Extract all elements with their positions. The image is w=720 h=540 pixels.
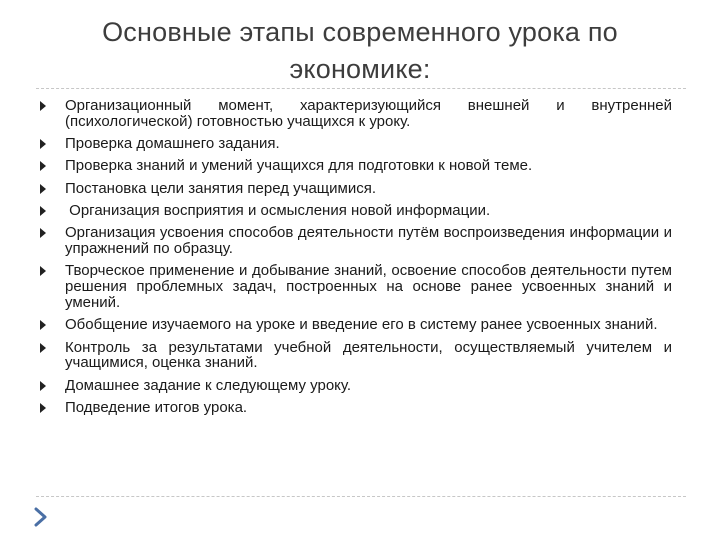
top-divider (36, 88, 686, 89)
list-item (36, 340, 672, 372)
list-item-text: Домашнее задание к следующему уроку. (65, 376, 352, 394)
triangle-bullet-icon (40, 206, 46, 216)
list-item (36, 136, 672, 152)
list-item-text: Организация восприятия и осмысления новой информации. (65, 201, 491, 219)
triangle-bullet-icon (40, 139, 46, 149)
bottom-divider (36, 496, 686, 497)
list-item (36, 378, 672, 394)
list-item-text: Постановка цели занятия перед учащимися. (65, 179, 376, 197)
list-item (36, 158, 672, 174)
list-item (36, 181, 672, 197)
slide-title-line-1: Основные этапы современного урока по (102, 17, 618, 47)
triangle-bullet-icon (40, 161, 46, 171)
list-item (36, 317, 672, 333)
triangle-bullet-icon (40, 320, 46, 330)
slide-title-line-2: экономике: (289, 54, 431, 84)
triangle-bullet-icon (40, 184, 46, 194)
list-item (36, 203, 672, 219)
list-item-text: Организационный момент, характеризующийся внешней и внутренней (психологической) готовностью учащихся к уроку. (65, 97, 672, 130)
slide-title (40, 14, 680, 88)
list-item-text: Проверка знаний и умений учащихся для подготовки к новой теме. (65, 157, 533, 175)
triangle-bullet-icon (40, 228, 46, 238)
triangle-bullet-icon (40, 101, 46, 111)
list-item-text: Проверка домашнего задания. (65, 135, 280, 153)
list-item-text: Организация усвоения способов деятельности путём воспроизведения информации и упражнений по образцу. (65, 224, 672, 258)
triangle-bullet-icon (40, 403, 46, 413)
list-item-text: Контроль за результатами учебной деятельности, осуществляемый учителем и учащимися, оценка знаний. (65, 338, 672, 372)
list-item-text: Обобщение изучаемого на уроке и введение его в систему ранее усвоенных знаний. (65, 316, 658, 334)
list-item-text: Подведение итогов урока. (65, 398, 248, 416)
stages-list (36, 98, 672, 422)
list-item (36, 400, 672, 416)
list-item (36, 225, 672, 257)
chevron-right-icon (32, 506, 50, 528)
list-item (36, 98, 672, 130)
list-item (36, 263, 672, 310)
triangle-bullet-icon (40, 343, 46, 353)
triangle-bullet-icon (40, 266, 46, 276)
triangle-bullet-icon (40, 381, 46, 391)
list-item-text: Творческое применение и добывание знаний, освоение способов деятельности путем решения проблемных задач, построенных на основе ранее усвоенных знаний и умений. (65, 262, 672, 311)
